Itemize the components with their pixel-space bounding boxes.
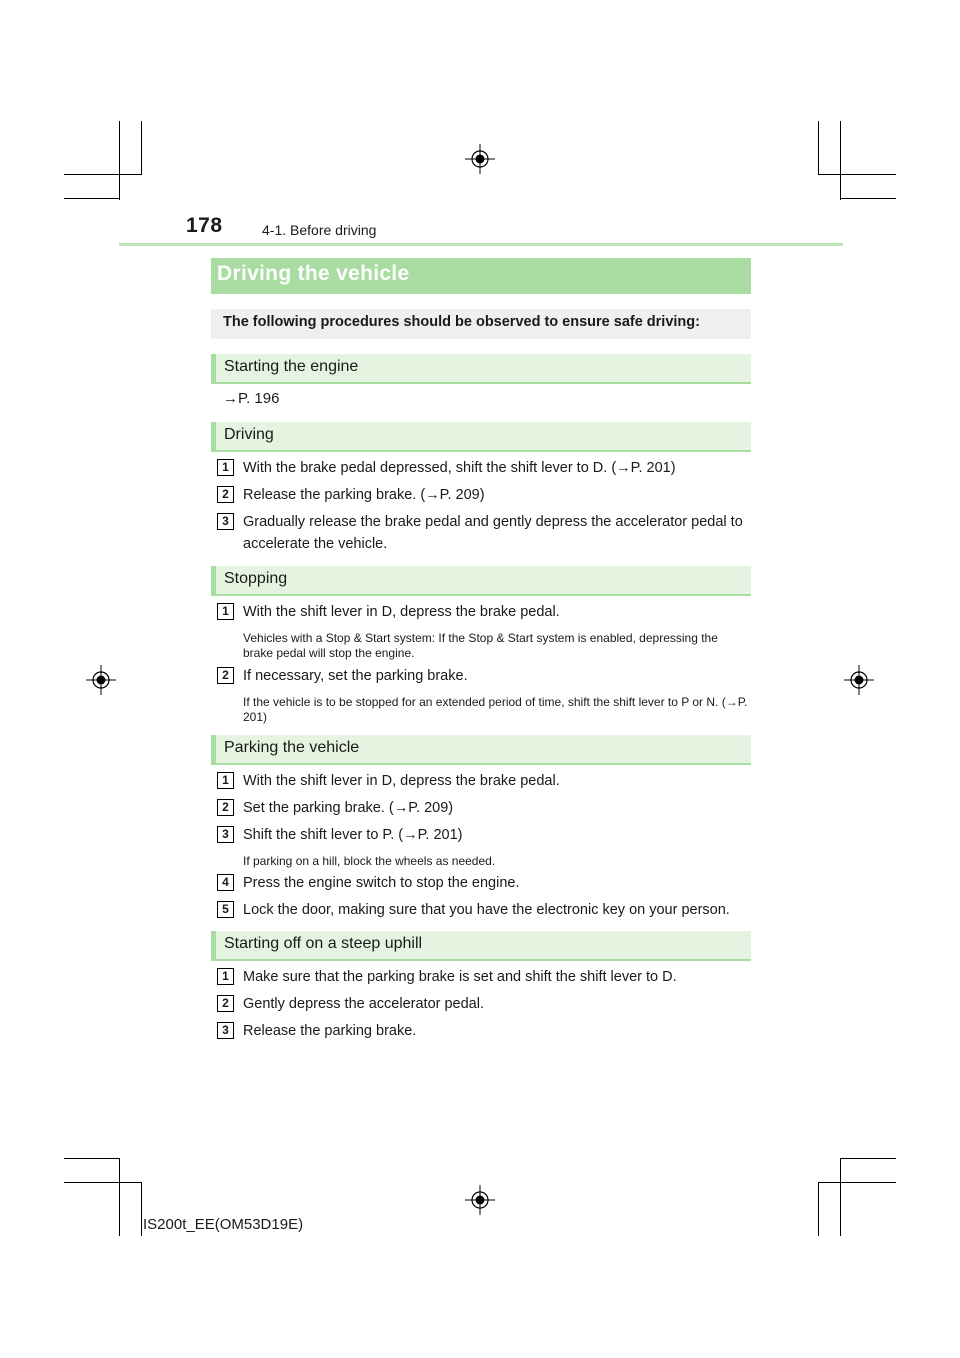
step-number-badge: 1 (217, 772, 234, 789)
crop-mark (840, 1158, 896, 1159)
crop-mark (818, 174, 896, 175)
crop-mark (141, 1182, 142, 1236)
step-note: Vehicles with a Stop & Start system: If the Stop & Start system is enabled, depressing the brake pedal will stop the engine. (243, 631, 718, 660)
section-heading: Stopping (211, 566, 751, 596)
section-heading: Driving (211, 422, 751, 452)
crop-mark (64, 174, 142, 175)
step-text: Release the parking brake. (→P. 209) (243, 487, 485, 503)
crop-mark (119, 121, 120, 200)
manual-code: IS200t_EE(OM53D19E) (143, 1216, 304, 1233)
step-text: Release the parking brake. (243, 1023, 417, 1039)
crop-mark (119, 1158, 120, 1236)
page-reference: →P. 196 (223, 390, 280, 407)
step-number-badge: 3 (217, 826, 234, 843)
step-number-badge: 2 (217, 667, 234, 684)
section-heading: Starting off on a steep uphill (211, 931, 751, 961)
crop-mark (64, 1182, 142, 1183)
step-text: Lock the door, making sure that you have the electronic key on your person. (243, 902, 730, 918)
crop-mark (141, 121, 142, 175)
crop-mark (64, 198, 120, 199)
step-number-badge: 2 (217, 995, 234, 1012)
step-text: Shift the shift lever to P. (→P. 201) (243, 827, 463, 843)
registration-mark-icon (86, 665, 116, 695)
step-number-badge: 2 (217, 486, 234, 503)
step-number-badge: 2 (217, 799, 234, 816)
step-number-badge: 5 (217, 901, 234, 918)
step-text: Gradually release the brake pedal and gently depress the accelerator pedal to accelerate the vehicle. (243, 514, 743, 552)
step-text: With the brake pedal depressed, shift the shift lever to D. (→P. 201) (243, 460, 676, 476)
step-number-badge: 1 (217, 459, 234, 476)
step-text: Make sure that the parking brake is set and shift the shift lever to D. (243, 969, 677, 985)
registration-mark-icon (844, 665, 874, 695)
step-number-badge: 3 (217, 1022, 234, 1039)
step-text: With the shift lever in D, depress the brake pedal. (243, 604, 560, 620)
step-number-badge: 1 (217, 968, 234, 985)
step-text: Set the parking brake. (→P. 209) (243, 800, 454, 816)
step-note: If parking on a hill, block the wheels as needed. (243, 854, 496, 868)
registration-mark-icon (465, 144, 495, 174)
step-text: If necessary, set the parking brake. (243, 668, 468, 684)
step-note: If the vehicle is to be stopped for an extended period of time, shift the shift lever to P or N. (→P. 201) (243, 695, 748, 724)
crop-mark (64, 1158, 120, 1159)
section-heading: Parking the vehicle (211, 735, 751, 765)
section-label: 4-1. Before driving (262, 222, 377, 238)
crop-mark (818, 1182, 819, 1236)
page-number: 178 (186, 214, 223, 237)
step-text: Press the engine switch to stop the engine. (243, 875, 520, 891)
crop-mark (840, 121, 841, 200)
step-number-badge: 1 (217, 603, 234, 620)
step-text: With the shift lever in D, depress the brake pedal. (243, 773, 560, 789)
registration-mark-icon (465, 1185, 495, 1215)
page-title: Driving the vehicle (211, 258, 751, 294)
step-text: Gently depress the accelerator pedal. (243, 996, 484, 1012)
crop-mark (818, 1182, 896, 1183)
crop-mark (818, 121, 819, 175)
section-heading: Starting the engine (211, 354, 751, 384)
crop-mark (840, 198, 896, 199)
header-rule (119, 243, 843, 246)
step-number-badge: 4 (217, 874, 234, 891)
crop-mark (840, 1158, 841, 1236)
intro-text: The following procedures should be observed to ensure safe driving: (211, 309, 751, 339)
step-number-badge: 3 (217, 513, 234, 530)
